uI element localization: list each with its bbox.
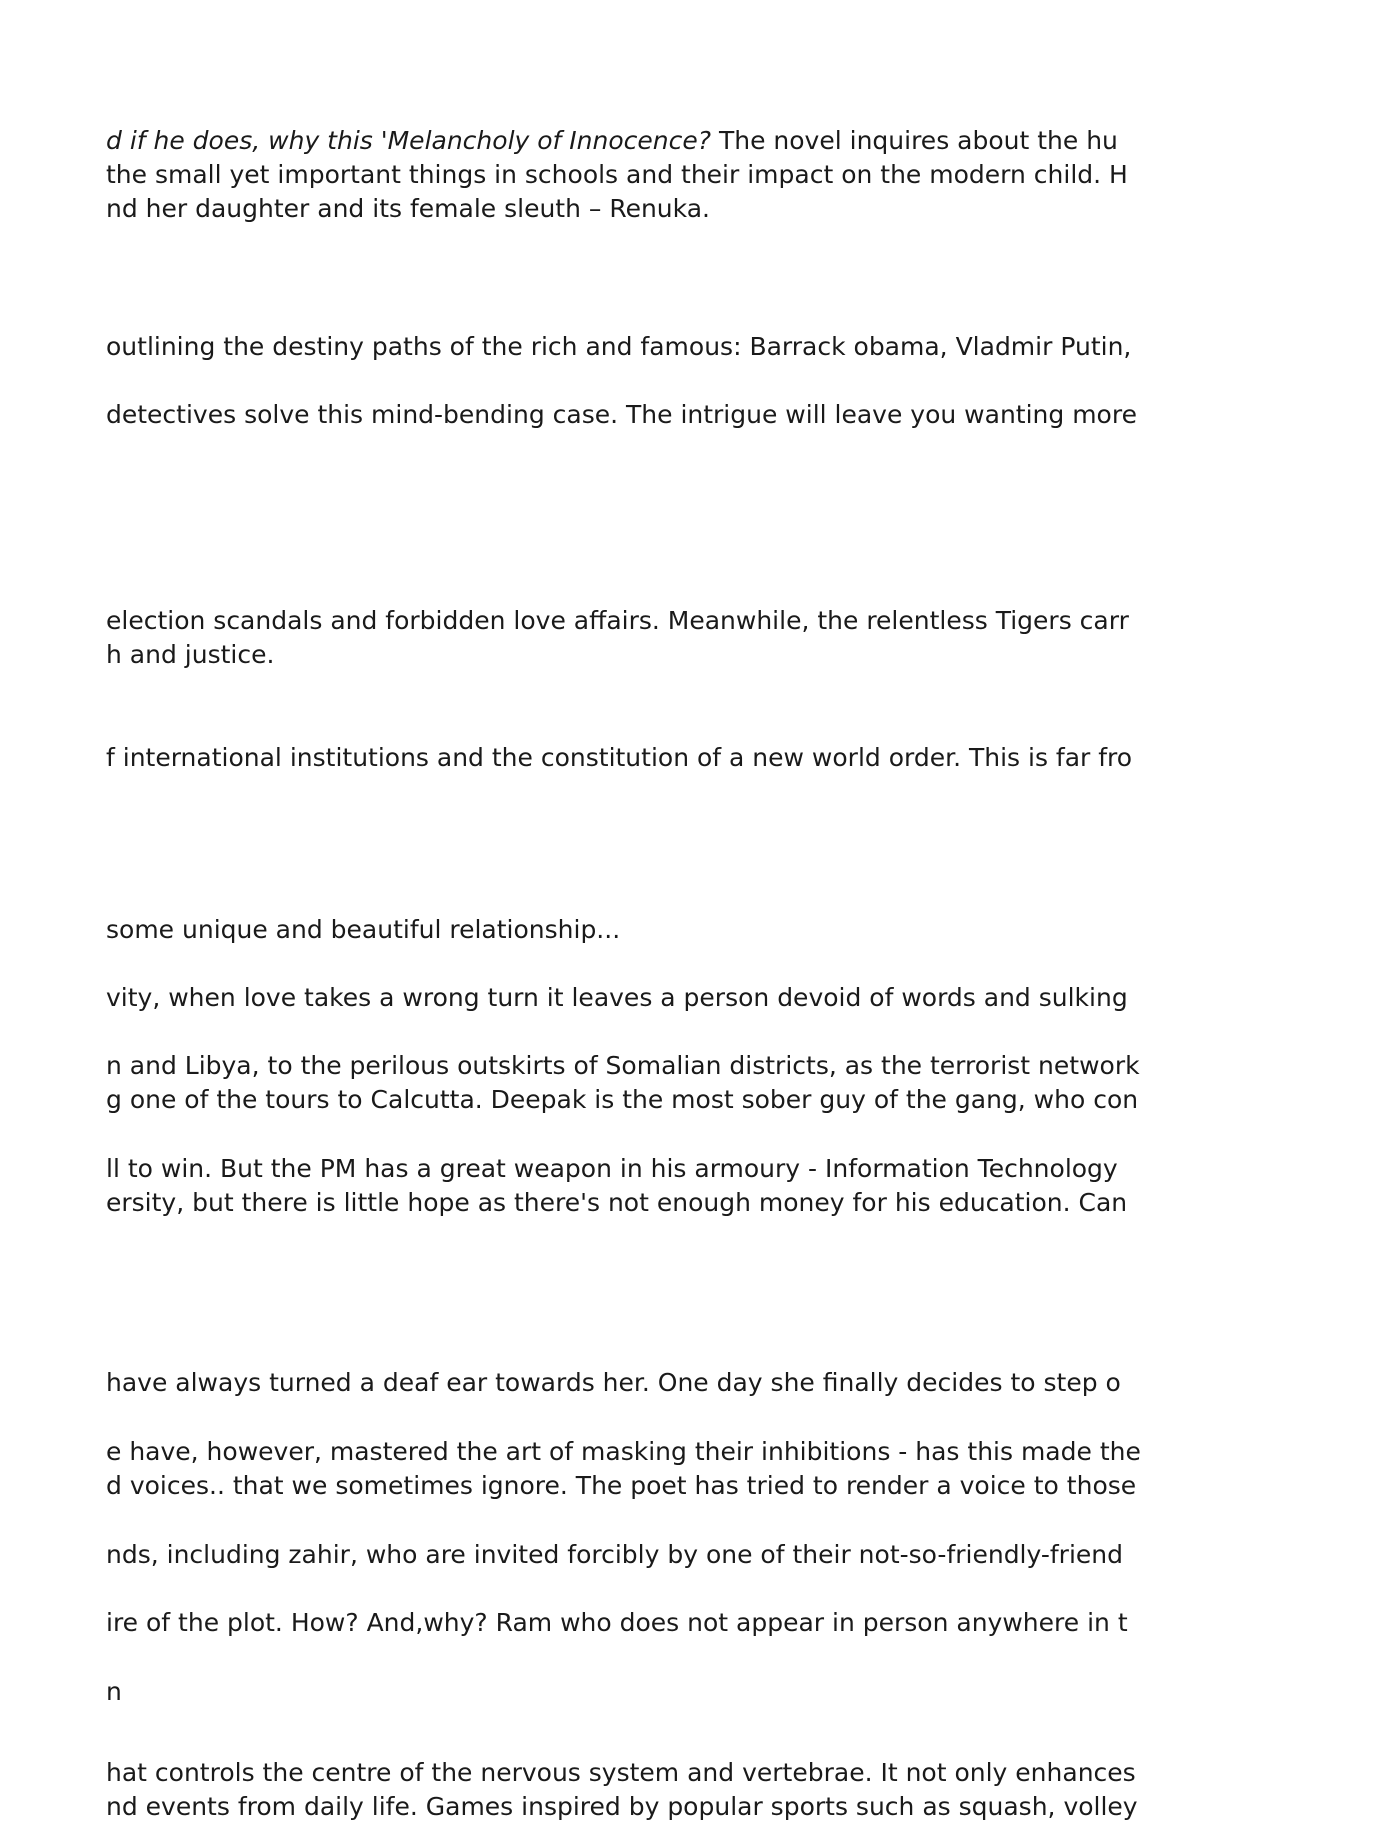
text-line: outlining the destiny paths of the rich and famous: Barrack obama, Vladmir Putin, (106, 332, 1132, 361)
text-line (106, 124, 1118, 158)
text-line: have always turned a deaf ear towards her. One day she finally decides to step o (106, 1368, 1121, 1397)
text-line: ire of the plot. How? And,why? Ram who does not appear in person anywhere in t (106, 1608, 1128, 1637)
text-line: detectives solve this mind-bending case. The intrigue will leave you wanting more (106, 400, 1137, 429)
line-text: The novel inquires about the hu (711, 126, 1118, 155)
text-line: the small yet important things in schools and their impact on the modern child. H (106, 160, 1128, 189)
text-line: ersity, but there is little hope as there's not enough money for his education. Can (106, 1188, 1128, 1217)
text-line: vity, when love takes a wrong turn it leaves a person devoid of words and sulking (106, 983, 1128, 1012)
text-line: nd her daughter and its female sleuth – Renuka. (106, 194, 710, 223)
text-line: g one of the tours to Calcutta. Deepak is the most sober guy of the gang, who con (106, 1085, 1139, 1114)
text-column (106, 0, 1141, 1821)
text-line: hat controls the centre of the nervous system and vertebrae. It not only enhances (106, 1758, 1136, 1787)
text-line: h and justice. (106, 640, 275, 669)
text-line: nds, including zahir, who are invited forcibly by one of their not-so-friendly-friend (106, 1540, 1124, 1569)
text-line: election scandals and forbidden love affairs. Meanwhile, the relentless Tigers carr (106, 606, 1129, 635)
text-line: n and Libya, to the perilous outskirts of Somalian districts, as the terrorist network (106, 1051, 1140, 1080)
text-line: e have, however, mastered the art of masking their inhibitions - has this made the (106, 1437, 1141, 1466)
italic-span: d if he does, why this 'Melancholy of Innocence? (106, 126, 712, 155)
text-line: some unique and beautiful relationship... (106, 915, 621, 944)
text-line: n (106, 1677, 122, 1706)
text-line: f international institutions and the constitution of a new world order. This is far fro (106, 743, 1133, 772)
text-line: d voices.. that we sometimes ignore. The poet has tried to render a voice to those (106, 1471, 1137, 1500)
text-line: nd events from daily life. Games inspired by popular sports such as squash, volley (106, 1792, 1138, 1821)
text-line: ll to win. But the PM has a great weapon in his armoury - Information Technology (106, 1154, 1118, 1183)
